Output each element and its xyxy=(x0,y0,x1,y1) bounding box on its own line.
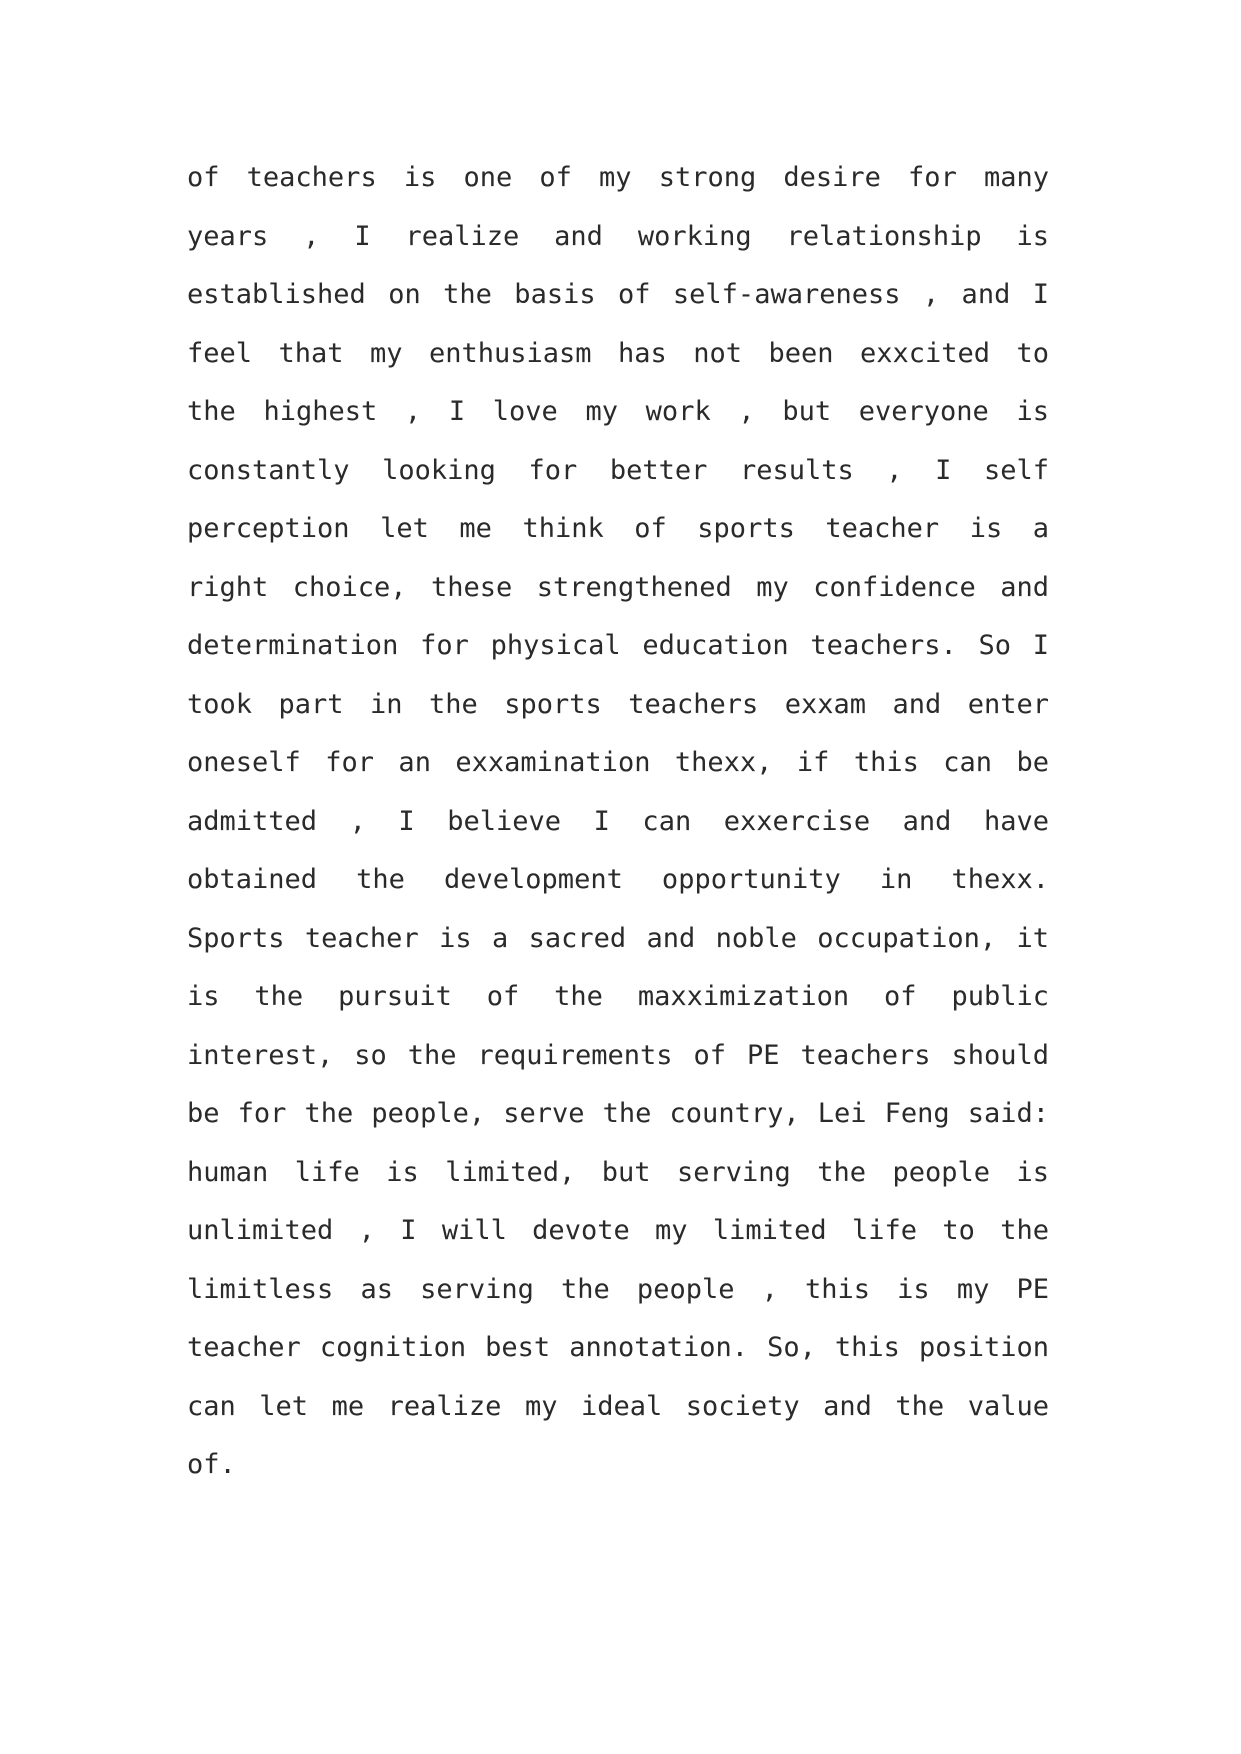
text-line: teacher cognition best annotation. So, this position xyxy=(187,1332,1049,1363)
text-line: of. xyxy=(187,1449,236,1480)
text-line: obtained the development opportunity in thexx. xyxy=(187,864,1049,895)
text-line: is the pursuit of the maxximization of public xyxy=(187,981,1049,1012)
text-line: the highest , I love my work , but everyone is xyxy=(187,396,1049,427)
text-line: of teachers is one of my strong desire for many xyxy=(187,162,1049,193)
text-line: interest, so the requirements of PE teachers should xyxy=(187,1039,1049,1071)
text-line: limitless as serving the people , this is my PE xyxy=(187,1273,1049,1305)
text-line: years , I realize and working relationship is xyxy=(187,220,1049,252)
text-line: feel that my enthusiasm has not been exxcited to xyxy=(187,337,1049,369)
text-line: unlimited , I will devote my limited life to the xyxy=(187,1215,1049,1246)
text-line: be for the people, serve the country, Lei Feng said: xyxy=(187,1098,1049,1129)
text-line: oneself for an exxamination thexx, if this can be xyxy=(187,747,1049,778)
text-line: admitted , I believe I can exxercise and have xyxy=(187,805,1049,837)
text-line: human life is limited, but serving the people is xyxy=(187,1156,1049,1188)
text-line: perception let me think of sports teacher is a xyxy=(187,513,1049,544)
text-line: right choice, these strengthened my confidence and xyxy=(187,571,1049,603)
body-paragraph xyxy=(187,163,1049,1509)
text-line: determination for physical education teachers. So I xyxy=(187,630,1049,661)
text-line: can let me realize my ideal society and the value xyxy=(187,1390,1049,1422)
text-line: Sports teacher is a sacred and noble occupation, it xyxy=(187,922,1049,954)
text-line: established on the basis of self-awareness , and I xyxy=(187,279,1049,310)
text-line: took part in the sports teachers exxam and enter xyxy=(187,688,1049,720)
text-line: constantly looking for better results , I self xyxy=(187,454,1049,486)
